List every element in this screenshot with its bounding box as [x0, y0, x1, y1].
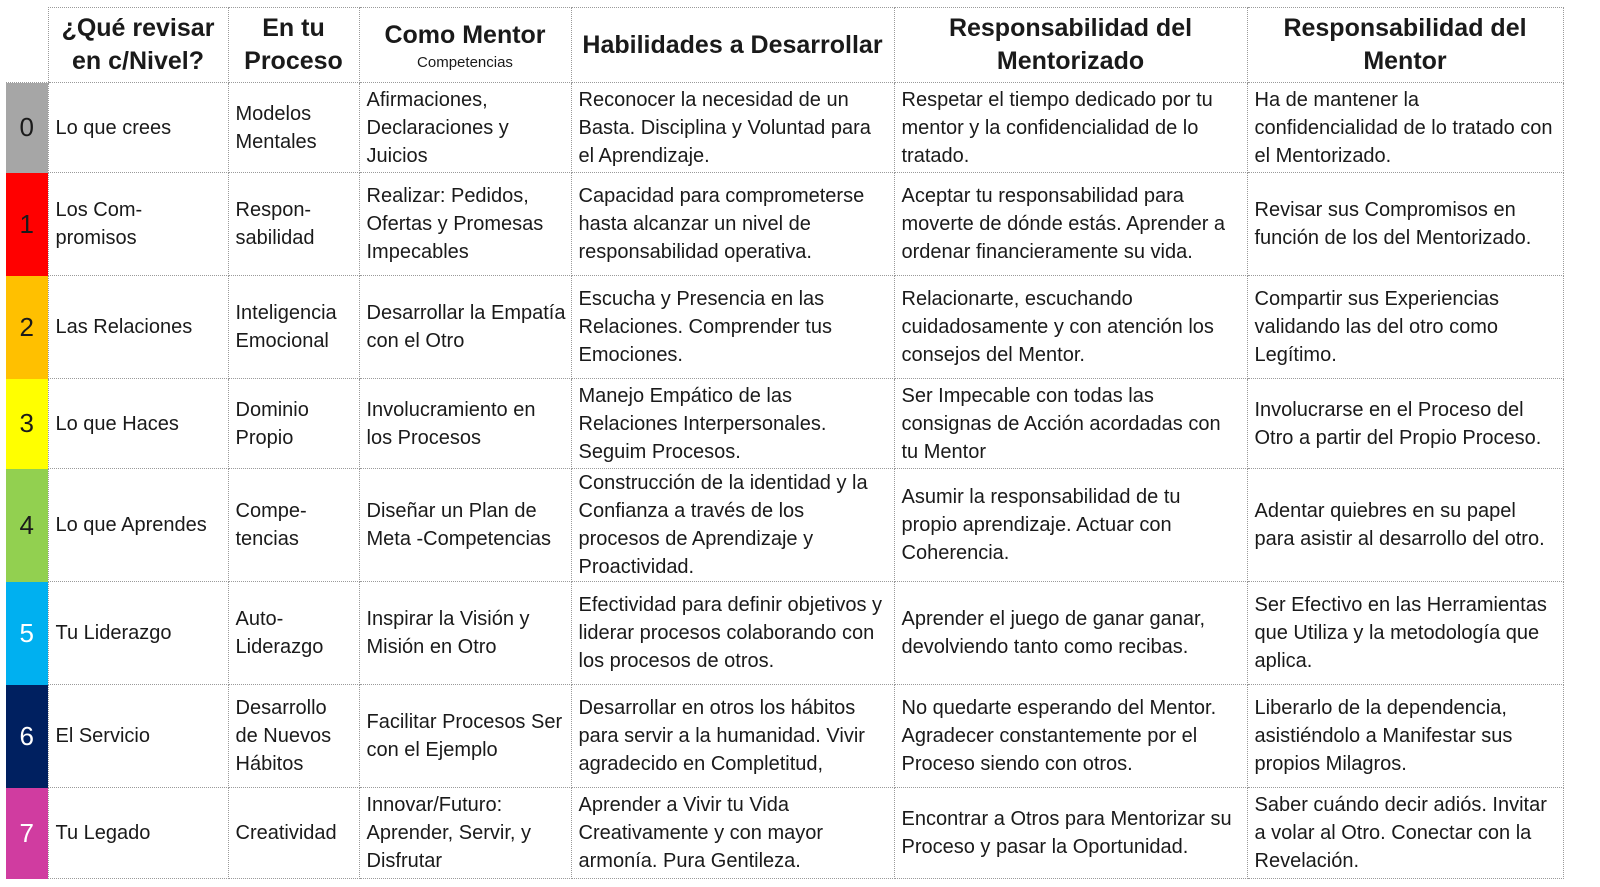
table-row: [6, 379, 1563, 469]
row-level-cell: El Servicio: [48, 685, 228, 788]
row-mentor-responsibility-cell: Compartir sus Experiencias validando las del otro como Legítimo.: [1247, 276, 1563, 379]
row-level-cell: Tu Liderazgo: [48, 582, 228, 685]
row-process-cell: Modelos Mentales: [228, 83, 359, 173]
row-mentor-competency-cell: Innovar/Futuro: Aprender, Servir, y Disfrutar: [359, 788, 571, 879]
row-process-cell: Respon-sabilidad: [228, 173, 359, 276]
row-process-cell: Creatividad: [228, 788, 359, 879]
header-mentor-responsibility: Responsabilidad del Mentor: [1247, 8, 1563, 83]
row-mentor-competency-cell: Inspirar la Visión y Misión en Otro: [359, 582, 571, 685]
header-mentor-subtitle: Competencias: [417, 53, 513, 71]
row-mentor-responsibility-cell: Saber cuándo decir adiós. Invitar a volar al Otro. Conectar con la Revelación.: [1247, 788, 1563, 879]
table-row: [6, 685, 1563, 788]
row-level-cell: Lo que Aprendes: [48, 469, 228, 582]
header-skills: Habilidades a Desarrollar: [571, 8, 894, 83]
row-mentor-competency-cell: Facilitar Procesos Ser con el Ejemplo: [359, 685, 571, 788]
row-skills-cell: Capacidad para comprometerse hasta alcanzar un nivel de responsabilidad operativa.: [571, 173, 894, 276]
level-number-badge: 6: [6, 685, 48, 788]
row-mentor-responsibility-cell: Revisar sus Compromisos en función de los del Mentorizado.: [1247, 173, 1563, 276]
row-level-cell: Lo que Haces: [48, 379, 228, 469]
row-mentor-competency-cell: Involucramiento en los Procesos: [359, 379, 571, 469]
table-row: [6, 83, 1563, 173]
row-level-cell: Lo que crees: [48, 83, 228, 173]
level-number-badge: 4: [6, 469, 48, 582]
row-skills-cell: Efectividad para definir objetivos y liderar procesos colaborando con los procesos de otros.: [571, 582, 894, 685]
row-mentee-responsibility-cell: Asumir la responsabilidad de tu propio aprendizaje. Actuar con Coherencia.: [894, 469, 1247, 582]
level-number-badge: 3: [6, 379, 48, 469]
row-mentor-competency-cell: Diseñar un Plan de Meta -Competencias: [359, 469, 571, 582]
row-mentee-responsibility-cell: Ser Impecable con todas las consignas de Acción acordadas con tu Mentor: [894, 379, 1247, 469]
table-row: [6, 173, 1563, 276]
row-skills-cell: Desarrollar en otros los hábitos para servir a la humanidad. Vivir agradecido en Completitud,: [571, 685, 894, 788]
table-row: [6, 582, 1563, 685]
header-mentee-responsibility: Responsabilidad del Mentorizado: [894, 8, 1247, 83]
row-skills-cell: Reconocer la necesidad de un Basta. Disciplina y Voluntad para el Aprendizaje.: [571, 83, 894, 173]
row-mentee-responsibility-cell: Respetar el tiempo dedicado por tu mentor y la confidencialidad de lo tratado.: [894, 83, 1247, 173]
header-level: ¿Qué revisar en c/Nivel?: [48, 8, 228, 83]
row-skills-cell: Manejo Empático de las Relaciones Interpersonales. Seguim Procesos.: [571, 379, 894, 469]
row-process-cell: Desarrollo de Nuevos Hábitos: [228, 685, 359, 788]
table-row: [6, 469, 1563, 582]
header-mentor: [359, 8, 571, 83]
row-skills-cell: Aprender a Vivir tu Vida Creativamente y con mayor armonía. Pura Gentileza.: [571, 788, 894, 879]
mentoring-levels-table: [6, 7, 1564, 879]
level-number-badge: 1: [6, 173, 48, 276]
row-level-cell: Tu Legado: [48, 788, 228, 879]
level-number-badge: 0: [6, 83, 48, 173]
level-number-badge: 7: [6, 788, 48, 879]
header-corner: [6, 8, 48, 83]
row-skills-cell: Construcción de la identidad y la Confianza a través de los procesos de Aprendizaje y Proactividad.: [571, 469, 894, 582]
row-mentor-responsibility-cell: Adentar quiebres en su papel para asistir al desarrollo del otro.: [1247, 469, 1563, 582]
row-mentee-responsibility-cell: Relacionarte, escuchando cuidadosamente y con atención los consejos del Mentor.: [894, 276, 1247, 379]
header-mentor-title: Como Mentor: [384, 20, 546, 49]
row-mentor-competency-cell: Desarrollar la Empatía con el Otro: [359, 276, 571, 379]
header-process: En tu Proceso: [228, 8, 359, 83]
row-level-cell: Las Relaciones: [48, 276, 228, 379]
row-process-cell: Dominio Propio: [228, 379, 359, 469]
row-process-cell: Auto-Liderazgo: [228, 582, 359, 685]
table-body: [6, 83, 1563, 879]
row-mentee-responsibility-cell: Aceptar tu responsabilidad para moverte de dónde estás. Aprender a ordenar financieramente su vida.: [894, 173, 1247, 276]
row-mentor-responsibility-cell: Involucrarse en el Proceso del Otro a partir del Propio Proceso.: [1247, 379, 1563, 469]
level-number-badge: 2: [6, 276, 48, 379]
row-level-cell: Los Com-promisos: [48, 173, 228, 276]
row-skills-cell: Escucha y Presencia en las Relaciones. Comprender tus Emociones.: [571, 276, 894, 379]
row-mentor-competency-cell: Realizar: Pedidos, Ofertas y Promesas Impecables: [359, 173, 571, 276]
header-row: [6, 8, 1563, 83]
row-process-cell: Inteligencia Emocional: [228, 276, 359, 379]
row-mentee-responsibility-cell: Encontrar a Otros para Mentorizar su Proceso y pasar la Oportunidad.: [894, 788, 1247, 879]
row-mentee-responsibility-cell: Aprender el juego de ganar ganar, devolviendo tanto como recibas.: [894, 582, 1247, 685]
row-mentor-responsibility-cell: Ha de mantener la confidencialidad de lo tratado con el Mentorizado.: [1247, 83, 1563, 173]
row-process-cell: Compe-tencias: [228, 469, 359, 582]
level-number-badge: 5: [6, 582, 48, 685]
table-row: [6, 788, 1563, 879]
row-mentor-responsibility-cell: Liberarlo de la dependencia, asistiéndolo a Manifestar sus propios Milagros.: [1247, 685, 1563, 788]
row-mentee-responsibility-cell: No quedarte esperando del Mentor. Agradecer constantemente por el Proceso siendo con otros.: [894, 685, 1247, 788]
row-mentor-responsibility-cell: Ser Efectivo en las Herramientas que Utiliza y la metodología que aplica.: [1247, 582, 1563, 685]
row-mentor-competency-cell: Afirmaciones, Declaraciones y Juicios: [359, 83, 571, 173]
table-row: [6, 276, 1563, 379]
